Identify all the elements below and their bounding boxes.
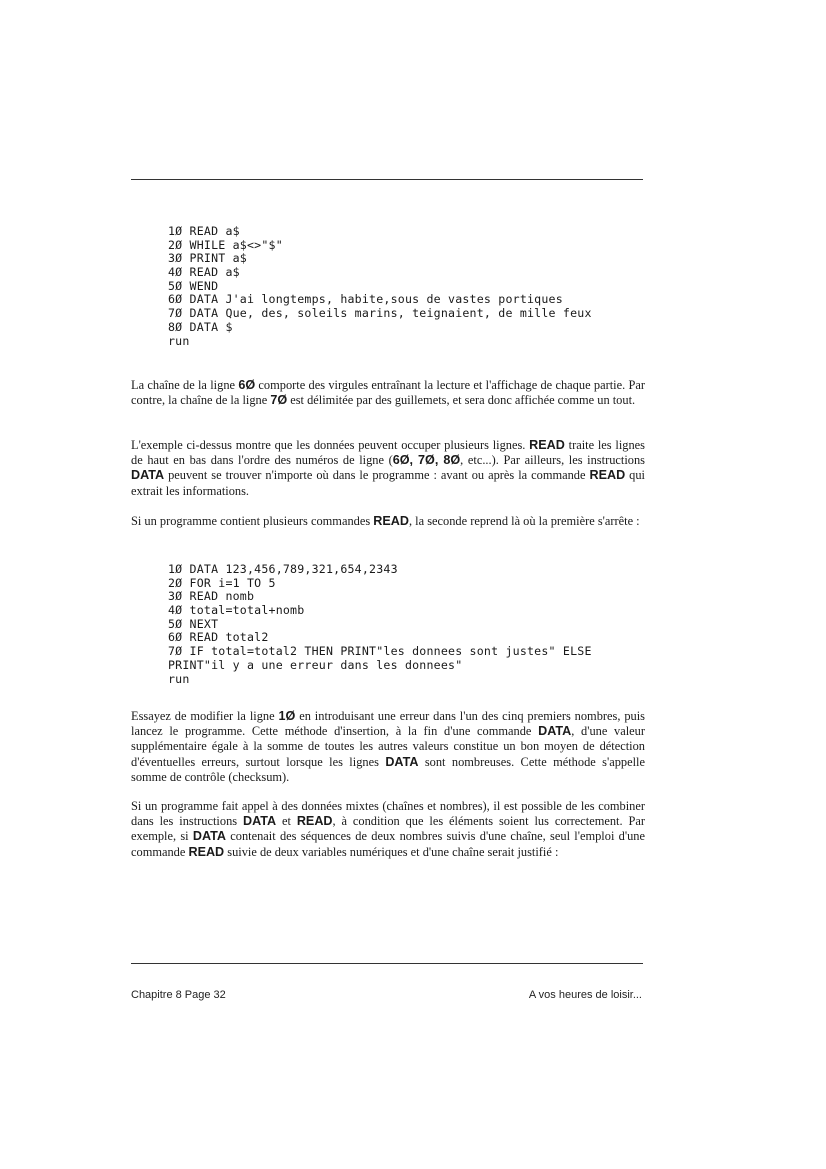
code-line: run [168, 671, 190, 686]
code-line: 6Ø DATA J'ai longtemps, habite,sous de vastes portiques [168, 292, 563, 307]
code-line: 8Ø DATA $ [168, 319, 233, 334]
code-line: 1Ø READ a$ [168, 224, 240, 238]
code-line: 4Ø READ a$ [168, 265, 240, 280]
code-line: PRINT"il y a une erreur dans les donnees" [168, 657, 463, 672]
paragraph-mixed-data: Si un programme fait appel à des données mixtes (chaînes et nombres), il est possible de les combiner dans les instructions DATA et READ, à condition que les éléments soient lus correctement. Par exemple, si DATA contenait des séquences de deux nombres suivis d'une chaîne, seul l'emploi d'une commande READ suivie de deux variables numériques et d'une chaîne serait justifié : [131, 799, 645, 859]
code-line: 2Ø FOR i=1 TO 5 [168, 575, 276, 590]
code-listing-1 [168, 225, 592, 348]
code-line: 3Ø PRINT a$ [168, 251, 247, 266]
code-line: 3Ø READ nomb [168, 589, 255, 604]
code-line: 6Ø READ total2 [168, 630, 269, 645]
code-line: 2Ø WHILE a$<>"$" [168, 237, 283, 252]
code-line: run [168, 333, 190, 348]
code-listing-2 [168, 563, 592, 686]
code-line: 5Ø NEXT [168, 616, 219, 631]
code-line: 1Ø DATA 123,456,789,321,654,2343 [168, 562, 398, 576]
code-line: 5Ø WEND [168, 278, 219, 293]
bottom-rule [131, 963, 643, 964]
paragraph-multiline-data: L'exemple ci-dessus montre que les données peuvent occuper plusieurs lignes. READ traite les lignes de haut en bas dans l'ordre des numéros de ligne (6Ø, 7Ø, 8Ø, etc...). Par ailleurs, les instructions DATA peuvent se trouver n'importe où dans le programme : avant ou après la commande READ qui extrait les informations. [131, 438, 645, 498]
code-line: 4Ø total=total+nomb [168, 603, 305, 618]
footer-book-title: A vos heures de loisir... [528, 989, 642, 1001]
paragraph-multiple-read: Si un programme contient plusieurs commandes READ, la seconde reprend là où la première s'arrête : [131, 514, 640, 528]
paragraph-checksum: Essayez de modifier la ligne 1Ø en introduisant une erreur dans l'un des cinq premiers nombres, puis lancez le programme. Cette méthode d'insertion, à la fin d'une commande DATA, d'une valeur supplémentaire égale à la somme de toutes les autres valeurs constitue un bon moyen de détection d'éventuelles erreurs, surtout lorsque les lignes DATA sont nombreuses. Cette méthode s'appelle somme de contrôle (checksum). [131, 709, 645, 784]
code-line: 7Ø DATA Que, des, soleils marins, teignaient, de mille feux [168, 306, 592, 321]
footer-page-number: Chapitre 8 Page 32 [131, 989, 226, 1001]
top-rule [131, 179, 643, 180]
paragraph-comma-explanation: La chaîne de la ligne 6Ø comporte des virgules entraînant la lecture et l'affichage de chaque partie. Par contre, la chaîne de la ligne 7Ø est délimitée par des guillemets, et sera donc affichée comme un tout. [131, 378, 645, 408]
code-line: 7Ø IF total=total2 THEN PRINT"les donnees sont justes" ELSE [168, 644, 592, 659]
